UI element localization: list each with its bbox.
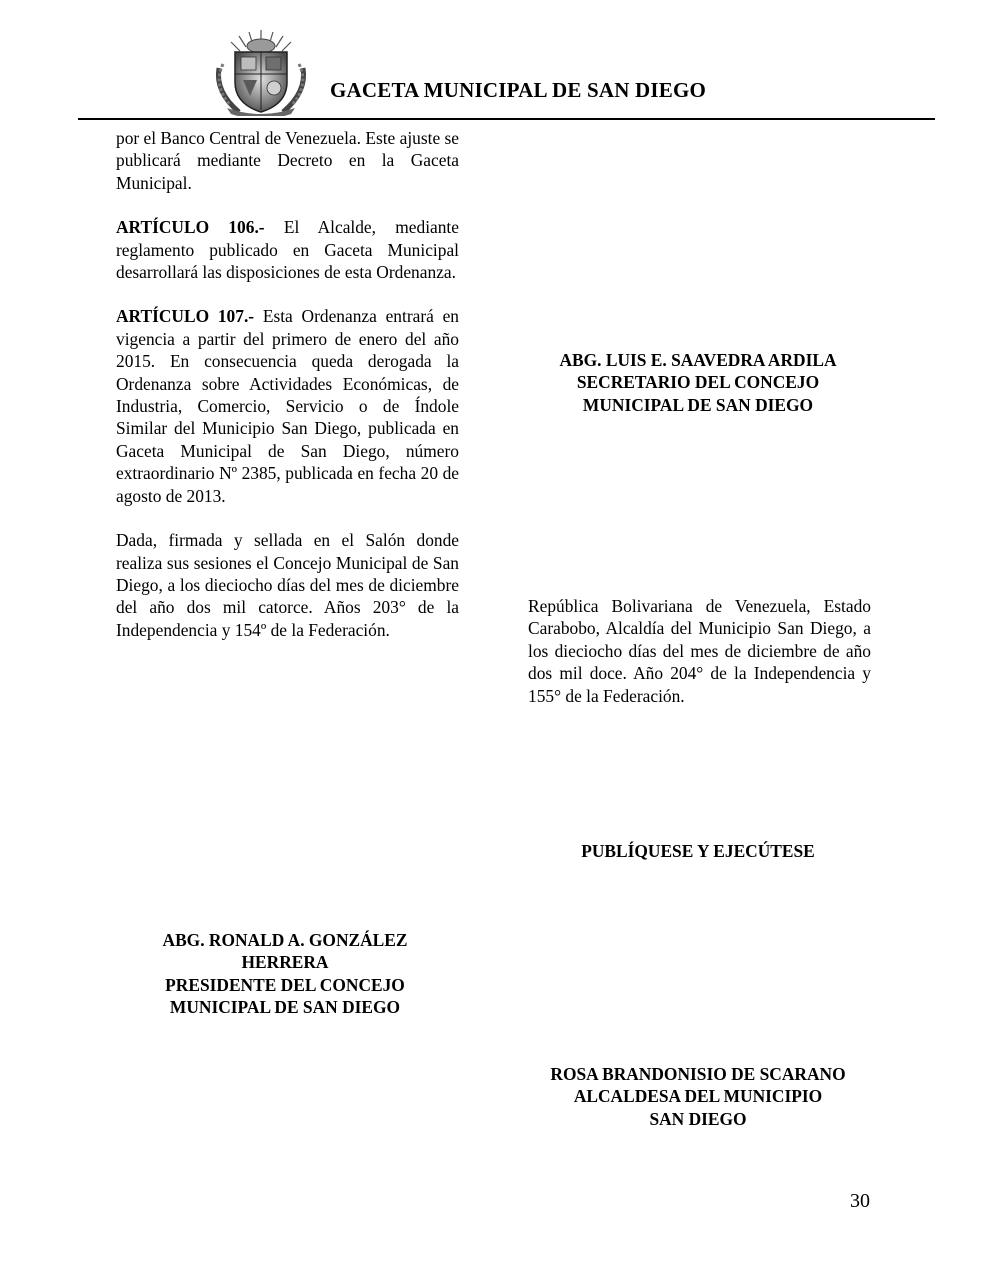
president-signature-block — [120, 929, 450, 1019]
publiquese-block — [520, 840, 876, 862]
closing-paragraph: Dada, firmada y sellada en el Salón donde realiza sus sesiones el Concejo Municipal de San Diego, a los dieciocho días del mes de diciembre del año dos mil catorce. Años 203° de la Independencia y 154º de la Federación. — [116, 530, 459, 640]
secretary-title-line1: SECRETARIO DEL CONCEJO — [576, 372, 820, 393]
header-divider — [78, 118, 935, 120]
article-107-text: Esta Ordenanza entrará en vigencia a partir del primero de enero del año 2015. En consecuencia queda derogada la Ordenanza sobre Actividades Económicas, de Industria, Comercio, Servicio o de Índole Similar del Municipio San Diego, publicada en Gaceta Municipal de San Diego, número extraordinario Nº 2385, publicada en fecha 20 de agosto de 2013. — [116, 306, 459, 506]
mayor-name: ROSA BRANDONISIO DE SCARANO — [550, 1064, 846, 1084]
mayor-title-line1: ALCALDESA DEL MUNICIPIO — [573, 1086, 823, 1107]
secretary-name: ABG. LUIS E. SAAVEDRA ARDILA — [559, 350, 837, 370]
secretary-title-line2: MUNICIPAL DE SAN DIEGO — [582, 394, 814, 415]
municipal-coat-of-arms-icon — [209, 28, 313, 116]
publiquese-text: PUBLÍQUESE Y EJECÚTESE — [581, 841, 815, 861]
president-name: ABG. RONALD A. GONZÁLEZ HERRERA — [162, 930, 408, 973]
mayor-title-line2: SAN DIEGO — [649, 1108, 747, 1129]
article-107 — [116, 305, 459, 507]
president-title-line2: MUNICIPAL DE SAN DIEGO — [169, 997, 401, 1018]
republic-paragraph: República Bolivariana de Venezuela, Estado Carabobo, Alcaldía del Municipio San Diego, a los dieciocho días del mes de diciembre de año dos mil doce. Año 204° de la Independencia y 155° de la Federación. — [528, 596, 871, 706]
article-106-label: ARTÍCULO 106.- — [116, 217, 265, 238]
gazette-title: GACETA MUNICIPAL DE SAN DIEGO — [330, 78, 707, 102]
president-title-line1: PRESIDENTE DEL CONCEJO — [165, 974, 405, 995]
right-column — [528, 595, 871, 707]
mayor-signature-block — [520, 1063, 876, 1130]
continuation-paragraph: por el Banco Central de Venezuela. Este ajuste se publicará mediante Decreto en la Gaceta Municipal. — [116, 128, 460, 193]
article-107-label: ARTÍCULO 107.- — [116, 306, 255, 327]
secretary-signature-block — [520, 349, 876, 416]
article-106-text: El Alcalde, mediante reglamento publicado en Gaceta Municipal desarrollará las disposiciones de esta Ordenanza. — [116, 217, 459, 283]
page-number: 30 — [850, 1190, 870, 1212]
article-106 — [116, 216, 459, 283]
left-column — [116, 127, 459, 641]
